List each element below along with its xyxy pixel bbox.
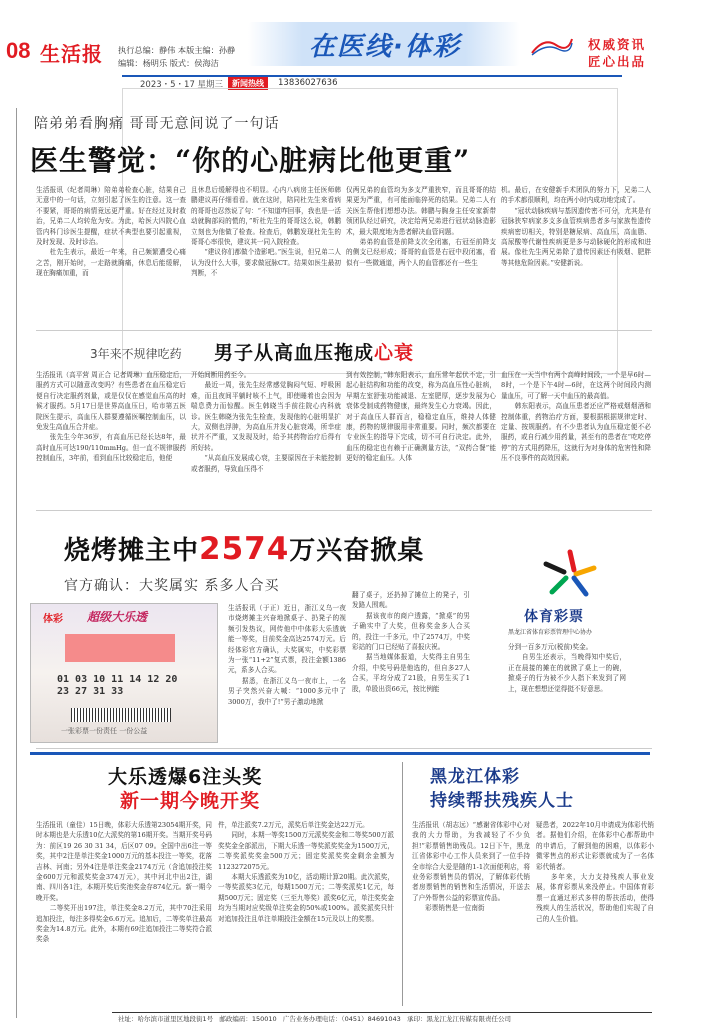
article4-5-divider	[402, 762, 403, 1006]
ticket-barcode	[71, 708, 171, 722]
article4-top-bar	[30, 752, 650, 755]
article3-column2: 翻了桌子，还扔掉了摊位上的凳子，引发路人围观。 据该夜市的商户透露，“掀桌”的男子确实中了大奖，但称奖金多人合买的，投注一千多元，中了2574万，中奖彩站的门口已经贴了喜报庆祝。 据当地媒体报道，大奖得主自男生介绍，中奖号码是他选的，但自多27人合买，平均分成了21股，自男生买了1股，单股出资66元，按比例能	[352, 591, 470, 693]
slogan-line1: 权威资讯	[588, 37, 647, 52]
footer-postcode: 邮政编码：150010	[219, 1015, 277, 1023]
article4-title-line2: 新一期今晚开奖	[120, 790, 261, 812]
article4-column2: 件，单注派奖7.2万元，派奖后单注奖金达22万元。 同时，本期一等奖1500万元派奖奖金和二等奖500万派奖奖金全部派出，下期大乐透一等奖派奖奖金为1500万元，二等奖派奖奖金500万元；固定奖派奖奖金剩余金额为1123272075元。 本期大乐透派奖为10亿，活动期计算20期。此次派奖，一等奖派奖3亿元，每期1500万元；二等奖派奖1亿元，每期500万元；固定奖（三至九等奖）派奖6亿元，单注奖奖金均为当期对应奖级单注奖金的50%或100%。派奖派奖只针对追加投注且单注单期投注金额在15元及以上的奖票。	[218, 821, 394, 923]
article2-title	[214, 338, 414, 365]
article4-top-rule	[36, 748, 652, 749]
slogan-line2: 匠心出品	[588, 54, 647, 69]
ticket-redaction-block	[65, 634, 175, 662]
header-divider	[122, 75, 622, 77]
article2-column4: 血压在一天当中有两个高峰时间段，一个是早6时—8时，一个是下午4时—6时，在这两个时间段内测量血压，可了解一天中血压的最高值。 韩东阳表示，高血压患者还应严格戒烟烟酒和控制体重，药物治疗方面，要根据根据规律定时、定量、按规服药。有不少患者认为血压稳定便不必服药，或自行减少用药量，甚至有的患者在“吃吃停停”的方式用药降压，这就行为对身体的危害性和降压不良事件的高效因素。	[501, 371, 651, 463]
footer-info	[118, 1014, 511, 1023]
footer-rule	[112, 1012, 652, 1013]
sports-lottery-emblem-icon	[540, 548, 600, 600]
article2-title-main: 男子从高血压拖成	[214, 342, 375, 364]
page-number: 08	[6, 38, 31, 63]
ticket-footer: 一张彩票一份责任 一份公益	[61, 727, 148, 735]
article5-title-line2: 持续帮扶残疾人士	[430, 791, 574, 811]
article3-title-left: 烧烤摊主中	[64, 536, 200, 566]
article2-title-highlight: 心衰	[374, 342, 415, 364]
sports-lottery-logo-text: 体育彩票	[524, 609, 584, 625]
article3-column3: 分到一百多万元(税前)奖金。 自男生还表示，当晚得知中奖后，正在晨接的摊在的就掀了桌上一的碗，掀桌子的行为被不少人指下来发到了网上，现在想想还觉得挺不好意思。	[508, 643, 626, 693]
article4-column1: 生活报讯（童佳）15日晚，体彩大乐透第23054期开奖，同时本期也是大乐透10亿大派奖的第16期开奖。当期开奖号码为：前区19 26 30 31 34，后区07 09。全国中出6注一等奖，其中2注是单注奖金1000万元的基本投注一等奖，花落吉林、河南；另外4注是单注奖金2174万元（含追加投注奖金600万元和派奖奖金374万元），其中河北中出2注，湖南、四川各1注，本期开奖后奖池奖金存874亿元。新一期今晚开奖。 二等奖开出197注，单注奖金8.2万元，其中70注采用追加投注，每注多得奖金6.6万元。追加后，二等奖单注最高奖金为14.8万元。此外，本期有69注追加投注二等奖符合派奖条	[36, 821, 212, 944]
article5-column2: 疑患者，2022年10月申请成为体彩代销者。据他们介绍，在体彩中心都帮助中的申请后，了解到他的困难，以体彩小微零售点的形式让彩票就成为了一名体彩代销者。 多年来，大力支持残疾人事业发展，体育彩票从来没停止。中国体育彩票一直通过形式多样的帮扶活动，使得残疾人的生活状况，帮助他们实现了自己的人生价值。	[536, 821, 654, 923]
article3-title-right: 万兴奋掀桌	[289, 536, 425, 566]
article1-column1: 生活报讯（纪者周琳）陪弟弟检查心脏，结果自己无意中的一句话，立刻引起了医生的注意。这一查不要紧，哥哥的病情竟远更严重。好在经过及时救治，兄弟二人均转危为安。为此，哈医大四院心血管内科门诊医生提醒，症状不典型也要引起重视，及时发现、及时诊治。 杜先生表示，最近一年来，自己频繁遭受心痛之苦，刚开始时，一走路就胸痛，休息后能缓解，现在胸痛加重，而	[36, 186, 186, 278]
article2-column2: 开始间断用药至今。 最近一周，张先生经常感觉胸闷气短、呼吸困难，而且夜间平躺时咳不上气，即使睡着也会因为喘息费力而惊醒。医生韩晓当手前往院心内科就诊。医生韩晓为张先生检查，发现他的心脏明显扩大，双侧也浮肿，为高血压并发心脏衰竭，所幸症状并不严重，又发现及时，给予其药物治疗后得有所好转。 “从高血压发展成心衰，主要原因在于未能控制或者服药，导致血压得不	[191, 371, 341, 473]
article1-column4: 机。最后，在安健新手术团队的努力下，兄弟二人的手术都很顺利，均在两小时内成功地完成了。 “冠状动脉疾病与基因遗传密不可分，尤其是有冠脉狭窄病家多支多血管疾病患者多与家族性遗传疾病密切相关，特别是糖尿病、高血压、高血脂、高尿酸等代谢性疾病更是多与动脉硬化的形成和进展。像杜先生两兄弟除了遗传因素还有吸烟、肥胖等其他危险因素。”安健新说。	[501, 186, 651, 267]
article2-kicker: 3年来不规律吃药	[90, 347, 182, 361]
staff-credits-line1: 执行总编：静伟 本版主编：孙静	[118, 45, 236, 55]
hotline-number: 13836027636	[278, 78, 338, 88]
article2-column3: 到有效控制，”韩东阳表示，血压常年起伏不定，引起心脏结构和功能的改变，称为高血压性心脏病，早期左室舒张功能减退、左室肥厚，逐步发展为心衰体受制成药物健康，最终发生心力衰竭。因此，对于高血压人群而言，稳稳定血压，维持人体健康，药物的规律服用非常重要。同时，频次都要在专业医生的指导下完成，切不可自行决定。此外，血压的稳定也有赖于正确测量方法，“双药合餐”能更好的稳定血压。人体	[346, 371, 496, 463]
footer-printer: 承印：黑龙江龙江传媒有限责任公司	[406, 1015, 511, 1023]
lottery-ticket-photo	[30, 603, 218, 743]
footer-address: 社址：哈尔滨市道里区地段街1号	[118, 1015, 214, 1023]
article3-top-rule	[36, 510, 652, 511]
article3-title-amount: 2574	[199, 531, 290, 567]
ribbon-decoration-icon	[530, 35, 574, 57]
article1-column3: 仅两兄弟的血管均为多支严重狭窄，而且哥哥的结果更为严重，有可能面临猝死的结果。兄弟二人有关医生帮他们想想办法。韩鹏与胸身主任安家新带领团队经过研究，决定给两兄弟进行冠状动脉造影术，最大限度地为患者解决血管问题。 弟弟的血管是前降支次全闭塞，右冠至前降支的侧支已经形成；哥哥的血管是右冠中段闭塞，看似有一些微通道，两个人的血管都还有一些生	[346, 186, 496, 267]
article2-column1: 生活报讯（高平营 周正合 记者周琳）血压稳定后，服药方式可以随意改变吗？有些患者在血压稳定后便自行决定服药剂量，或是仅仅在感觉血压高的时候才服药。5月17日是世界高血压日，哈市第五医院医生提示，高血压人群要遵循医嘱控制血压，以免发生高血压合并症。 张先生今年36岁，有高血压已经长达8年，最高时血压可达190/110mmHg。但一直不规律服药控制血压，3年前，看到血压比较稳定后，他便	[36, 371, 186, 463]
article3-subtitle: 官方确认：大奖属实 系多人合买	[64, 578, 280, 594]
article3-column1: 生活报讯（于正）近日，浙江义乌一夜市烧烤摊主兴奋地掀桌子、扔凳子的视频引发热议，网传他中中体彩大乐透就能一等奖，目前奖金高达2574万元。后经体彩官方确认，大奖属实，中奖彩票为一张“11+2”复式票，投注金额1386元，系多人合买。 据悉，在浙江义乌一夜市上，一名男子突然兴奋大喊：“1000多元中了3000万，我中了!”男子激动地掀	[228, 604, 346, 706]
article1-title: 医生警觉：“你的心脏病比他更重”	[30, 144, 471, 177]
article4-title-line1: 大乐透爆6注头奖	[108, 766, 263, 788]
article1-column2: 且休息后缓解得也不明显。心内八病房主任医师韩鹏建议再仔细看看。就在这时，陪同杜先生来看病的哥哥也忍然说了句：“不知道咋回事，我也是一活动就胸部闷的慌的，”听杜先生的哥哥这么说，韩鹏立刻也为他做了检查。检查后，韩鹏发现杜先生的哥哥心率很快，建议其一同入院检查。 “建议你们都做个造影吧。”医生说，但兄弟二人认为没什么大事，要求做冠脉CT。结果如医生最初判断，不	[191, 186, 341, 278]
article1-subtitle: 陪弟弟看胸痛 哥哥无意间说了一句话	[34, 116, 280, 132]
issue-date: 2023・5・17 星期三	[140, 80, 224, 90]
section-title: 在医线·体彩	[309, 32, 461, 62]
article2-top-rule	[36, 330, 652, 331]
newspaper-logo: 生活报	[40, 42, 103, 66]
sports-lottery-caption: 黑龙江省体育彩票管理中心协办	[508, 629, 593, 636]
article5-column1: 生活报讯（胡志远）“感谢省体彩中心对我的大力帮助，为我减轻了不少负担!”彩票销售助残员。12日下午，黑龙江省体彩中心工作人员来到了一位手持全市综合大爱是随的1-1次面便利店，将业务彩票销售员的情况，了解体彩代销者房票销售的销售和生活情况，开送去了户外帮售公益的彩票宣传品。 彩票销售是一位南街	[412, 821, 530, 913]
ticket-numbers: 01 03 10 11 14 12 20 23 27 31 33	[57, 674, 178, 697]
article3-title	[64, 530, 424, 567]
staff-credits-line2: 编辑：杨明乐 版式：侯海洁	[118, 58, 219, 68]
article5-title-line1: 黑龙江体彩	[430, 767, 520, 787]
left-margin-rule	[16, 108, 17, 1018]
ticket-game-name: 超级大乐透	[87, 610, 148, 624]
ticket-brand: 体彩	[43, 614, 63, 625]
hotline-label: 新闻热线	[228, 77, 268, 90]
footer-ad-license: 广告业务办理电话：（0451）84691043	[282, 1015, 401, 1023]
